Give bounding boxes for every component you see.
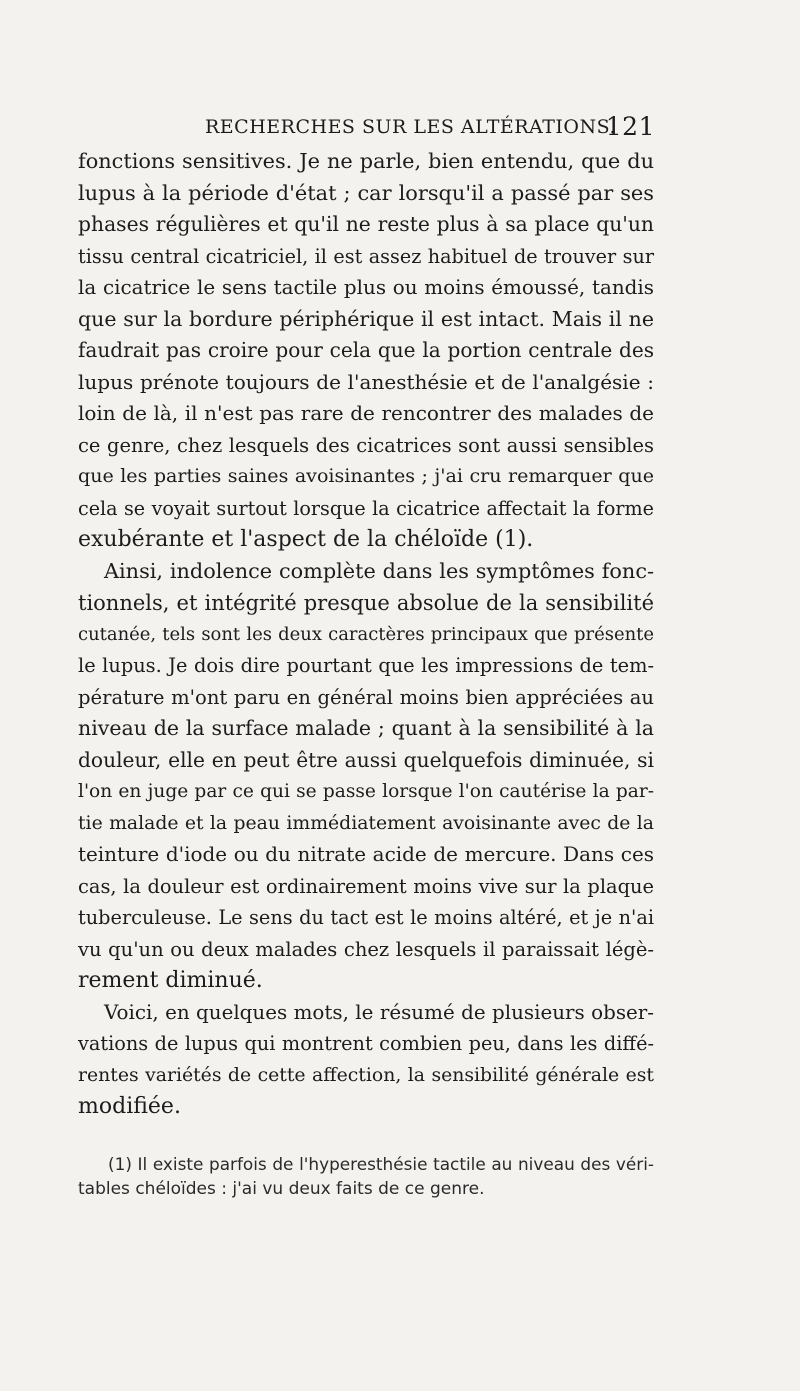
text-line: cela se voyait surtout lorsque la cicatrice affectait la forme — [78, 496, 654, 520]
text-line: l'on en juge par ce qui se passe lorsque l'on cautérise la par- — [78, 781, 654, 802]
text-line: la cicatrice le sens tactile plus ou moins émoussé, tandis — [78, 276, 654, 299]
text-line: vu qu'un ou deux malades chez lesquels il paraissait légè- — [78, 937, 654, 961]
text-line: le lupus. Je dois dire pourtant que les impressions de tem- — [78, 654, 654, 677]
text-line: cutanée, tels sont les deux caractères principaux que présente — [78, 623, 654, 645]
text-line: rement diminué. — [78, 968, 263, 993]
text-line: teinture d'iode ou du nitrate acide de mercure. Dans ces — [78, 842, 654, 866]
text-line: lupus prénote toujours de l'anesthésie et de l'analgésie : — [78, 369, 654, 394]
text-line: cas, la douleur est ordinairement moins vive sur la plaque — [78, 874, 654, 898]
paragraph-1 — [78, 146, 654, 556]
text-line: exubérante et l'aspect de la chéloïde (1). — [78, 527, 534, 552]
footnote-line: (1) Il existe parfois de l'hyperesthésie tactile au niveau des véri- — [108, 1154, 654, 1174]
text-line: tie malade et la peau immédiatement avoisinante avec de la — [78, 812, 654, 834]
text-line: que sur la bordure périphérique il est intact. Mais il ne — [78, 306, 654, 331]
text-line: tuberculeuse. Le sens du tact est le moins altéré, et je n'ai — [78, 906, 654, 929]
text-line: Voici, en quelques mots, le résumé de plusieurs obser- — [104, 1000, 654, 1024]
text-line: phases régulières et qu'il ne reste plus à sa place qu'un — [78, 212, 654, 236]
body-text — [78, 146, 654, 1123]
text-line: rentes variétés de cette affection, la sensibilité générale est — [78, 1064, 654, 1086]
text-line: Ainsi, indolence complète dans les symptômes fonc- — [104, 558, 654, 583]
text-line: loin de là, il n'est pas rare de rencontrer des malades de — [78, 401, 654, 425]
text-line: niveau de la surface malade ; quant à la sensibilité à la — [78, 716, 654, 740]
text-line: tionnels, et intégrité presque absolue de la sensibilité — [78, 590, 654, 615]
text-line: tissu central cicatriciel, il est assez habituel de trouver sur — [78, 244, 654, 268]
text-line: faudrait pas croire pour cela que la portion centrale des — [78, 338, 654, 362]
text-line: modifiée. — [78, 1094, 181, 1119]
text-line: vations de lupus qui montrent combien peu, dans les diffé- — [78, 1032, 654, 1055]
text-line: fonctions sensitives. Je ne parle, bien entendu, que du — [78, 149, 654, 173]
paragraph-3 — [78, 997, 654, 1123]
footnote-line: tables chéloïdes : j'ai vu deux faits de ce genre. — [78, 1179, 485, 1199]
text-line: que les parties saines avoisinantes ; j'ai cru remarquer que — [78, 465, 654, 487]
text-line: ce genre, chez lesquels des cicatrices sont aussi sensibles — [78, 433, 654, 457]
running-title: RECHERCHES SUR LES ALTÉRATIONS. — [205, 116, 616, 138]
paragraph-2 — [78, 556, 654, 997]
footnote — [78, 1152, 654, 1202]
text-line: lupus à la période d'état ; car lorsqu'il a passé par ses — [78, 180, 654, 205]
text-line: douleur, elle en peut être aussi quelquefois diminuée, si — [78, 747, 654, 772]
page-number: 121 — [605, 112, 655, 141]
text-line: pérature m'ont paru en général moins bien appréciées au — [78, 685, 654, 709]
